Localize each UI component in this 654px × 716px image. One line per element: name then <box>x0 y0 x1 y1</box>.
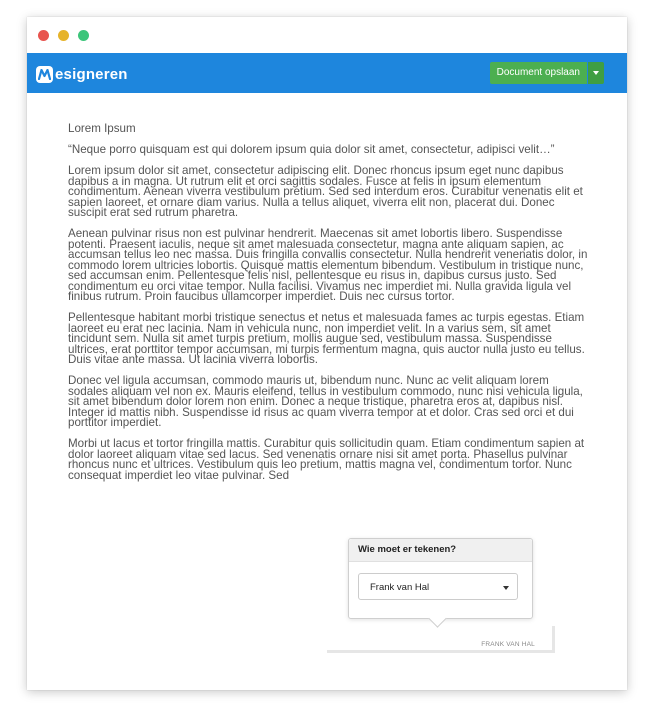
save-document-button[interactable]: Document opslaan <box>490 62 587 84</box>
signer-select[interactable] <box>358 573 518 600</box>
signer-select-value: Frank van Hal <box>370 582 430 593</box>
app-header <box>27 53 627 93</box>
window-titlebar <box>27 17 627 53</box>
signature-field[interactable] <box>327 626 555 653</box>
close-window-icon[interactable] <box>38 30 49 41</box>
caret-down-icon <box>503 586 509 590</box>
maximize-window-icon[interactable] <box>78 30 89 41</box>
document-paragraph: Morbi ut lacus et tortor fringilla mattis. Curabitur quis sollicitudin quam. Etiam condimentum sapien at dolor laoreet aliquam vitae sed lacus. Sed venenatis ornare nisi sit amet porta. Phasellus pulvinar rhoncus nunc et ultrices. Vestibulum quis leo pretium, mattis magna vel, condimentum tortor. Nunc consequat imperdiet leo vitae pulvinar. Sed <box>68 437 585 482</box>
document-paragraph: Aenean pulvinar risus non est pulvinar hendrerit. Maecenas sit amet lobortis libero. Suspendisse potenti. Praesent iaculis, neque sit amet malesuada consectetur, magna ante aliquam sapien, ac accumsan tellus leo nec massa. Duis fringilla convallis consectetur. Nulla hendrerit venenatis dolor, in commodo lorem ultricies lobortis. Quisque mattis elementum bibendum. Vestibulum in tristique nunc, sed accumsan enim. Pellentesque felis nisl, pellentesque eu risus in, dapibus cursus justo. Sed condimentum eu orci vitae tempor. Nulla facilisi. Vivamus nec imperdiet mi. Nulla gravida ligula vel finibus rutrum. Proin faucibus ullamcorper imperdiet. Duis nec cursus tortor. <box>68 227 588 303</box>
document-body <box>68 124 588 492</box>
minimize-window-icon[interactable] <box>58 30 69 41</box>
document-paragraph: Lorem ipsum dolor sit amet, consectetur adipiscing elit. Donec rhoncus ipsum eget nunc dapibus dapibus a in magna. Ut rutrum elit et orci sagittis sodales. Fusce at felis in ipsum elementum condimentum. Aenean viverra vestibulum pretium. Sed sed interdum eros. Curabitur venenatis elit et sapien laoreet, et ornare diam varius. Nulla a tellus aliquet, viverra elit non, placerat dui. Donec suscipit erat sed rutrum pharetra. <box>68 164 583 219</box>
app-window <box>27 17 627 690</box>
document-paragraph: Donec vel ligula accumsan, commodo mauris ut, bibendum nunc. Nunc ac velit aliquam lorem sodales aliquam vel non ex. Mauris eleifend, tellus in vestibulum commodo, nunc nisi vehicula ligula, sit amet bibendum dolor lorem non enim. Donec a neque tristique, pharetra eros at, dapibus nisl. Integer id mattis nibh. Suspendisse id risus ac quam viverra tempor at et dolor. Cras sed orci et dui porttitor imperdiet. <box>68 374 583 429</box>
save-document-group <box>490 62 604 84</box>
document-paragraph: Pellentesque habitant morbi tristique senectus et netus et malesuada fames ac turpis egestas. Etiam laoreet eu erat nec lacinia. Nam in vehicula nunc, non imperdiet velit. In a varius sem, sit amet tincidunt sem. Nulla sit amet turpis pretium, mollis augue sed, vestibulum massa. Suspendisse ultrices, erat porttitor tempor accumsan, mi turpis fermentum magna, quis auctor nulla justo eu tellus. Duis vitae ante massa. Ut lacinia viverra lobortis. <box>68 311 585 366</box>
signer-popup-heading: Wie moet er tekenen? <box>349 539 532 562</box>
popup-pointer <box>428 609 446 627</box>
caret-down-icon[interactable] <box>588 62 604 84</box>
brand-logo[interactable] <box>36 64 128 84</box>
document-title: Lorem Ipsum <box>68 122 136 135</box>
signature-field-label: FRANK VAN HAL <box>481 641 535 648</box>
signer-popup <box>348 538 533 619</box>
letter-m-logo-icon <box>36 66 53 83</box>
document-quote: “Neque porro quisquam est qui dolorem ipsum quia dolor sit amet, consectetur, adipisci velit…” <box>68 143 555 156</box>
brand-name: esigneren <box>55 65 128 83</box>
